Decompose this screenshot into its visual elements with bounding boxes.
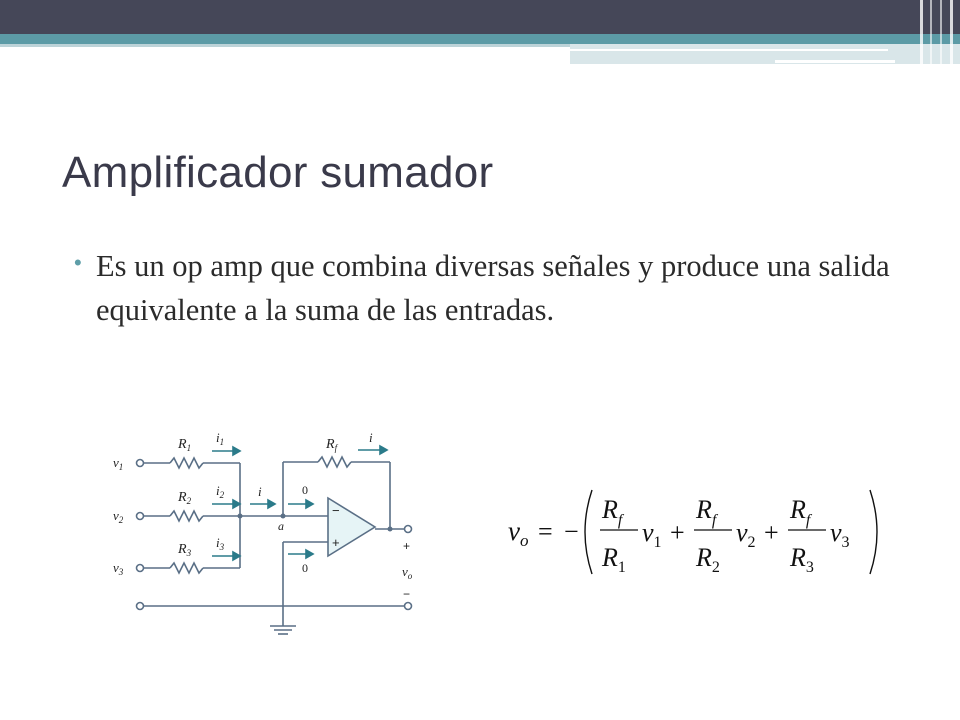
term1-num: $R_f$ <box>602 495 623 529</box>
resistor-r1 <box>170 458 203 468</box>
term3-var: $v_3$ <box>830 518 850 551</box>
resistor-r3 <box>170 563 203 573</box>
label-plus-current: 0 <box>302 561 308 575</box>
label-v1: $v_1$ <box>113 455 124 472</box>
label-minus-terminal: − <box>332 503 340 518</box>
label-i3: $i_3$ <box>216 535 225 552</box>
term2-den: $R_2$ <box>696 543 720 576</box>
resistor-r2 <box>170 511 203 521</box>
bullet-text: Es un op amp que combina diversas señales y produce una salida equivalente a la suma de las entradas. <box>96 249 890 327</box>
label-v3: $v_3$ <box>113 560 124 577</box>
term1-var: $v_1$ <box>642 518 662 551</box>
label-node-current: i <box>258 484 262 499</box>
plus-1: + <box>670 518 685 547</box>
label-i1: $i_1$ <box>216 430 225 447</box>
label-rf: $R_f$ <box>326 437 338 453</box>
formula-equals: = <box>538 517 553 546</box>
label-r1: $R_1$ <box>178 437 192 453</box>
label-out-plus: + <box>403 539 411 553</box>
formula-vo: $v_o$ <box>508 516 529 550</box>
slide-title: Amplificador sumador <box>62 148 494 197</box>
label-minus-current: 0 <box>302 483 308 497</box>
label-v2: $v_2$ <box>113 508 124 525</box>
summing-amplifier-circuit <box>100 418 430 644</box>
term3-num: $R_f$ <box>790 495 811 529</box>
resistor-rf <box>318 457 351 467</box>
formula-neg: − <box>564 517 579 546</box>
label-plus-terminal: + <box>332 535 340 550</box>
term3-den: $R_3$ <box>790 543 814 576</box>
term2-var: $v_2$ <box>736 518 756 551</box>
label-r3: $R_3$ <box>178 542 192 558</box>
plus-2: + <box>764 518 779 547</box>
label-node-a: a <box>278 519 284 533</box>
term1-den: $R_1$ <box>602 543 626 576</box>
label-i2: $i_2$ <box>216 483 225 500</box>
label-vo: $v_o$ <box>402 564 413 581</box>
label-feedback-current: i <box>369 430 373 445</box>
label-r2: $R_2$ <box>178 490 192 506</box>
term2-num: $R_f$ <box>696 495 717 529</box>
summing-formula <box>498 484 888 580</box>
header-band <box>0 0 960 70</box>
bullet-dot-icon: • <box>74 250 82 275</box>
label-out-minus: − <box>403 587 411 601</box>
